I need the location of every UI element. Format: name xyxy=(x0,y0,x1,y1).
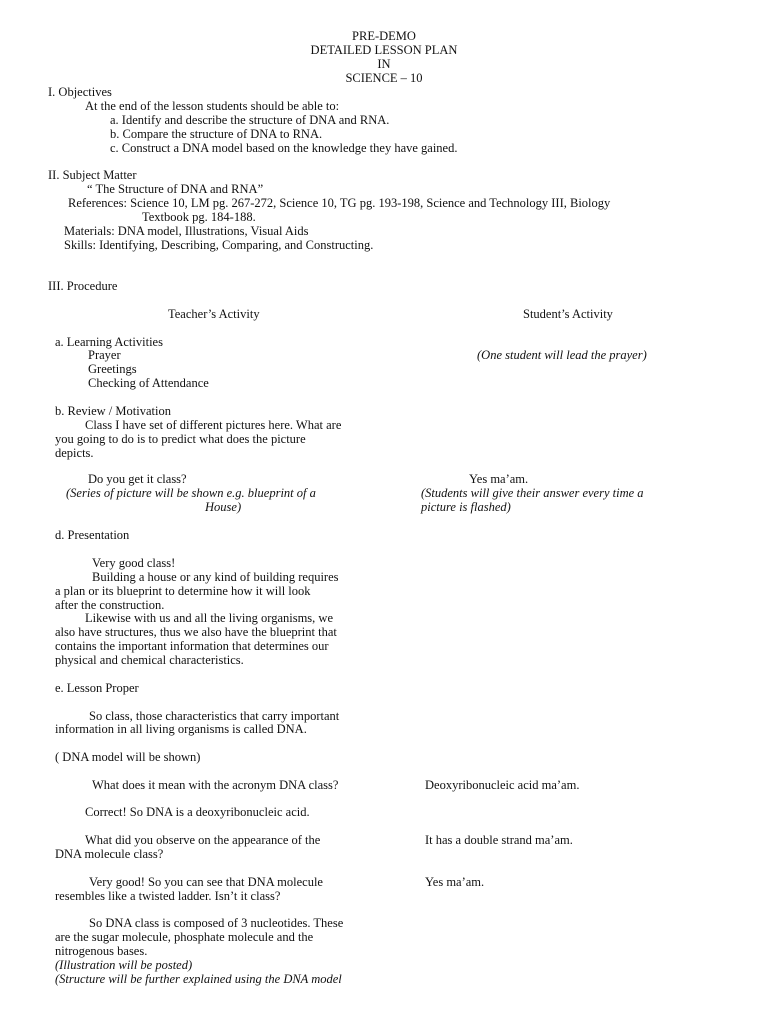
review-line3: depicts. xyxy=(55,446,94,460)
lesson-dna-model-note: ( DNA model will be shown) xyxy=(55,750,201,764)
presentation-line7: contains the important information that determines our xyxy=(55,639,329,653)
student-note-line2: picture is flashed) xyxy=(421,500,511,514)
lesson-question-ladder-2: resembles like a twisted ladder. Isn’t it class? xyxy=(55,889,281,903)
lesson-nucleotides-line3: nitrogenous bases. xyxy=(55,944,148,958)
doc-title-line3: IN xyxy=(377,57,391,71)
lesson-illustration-note: (Illustration will be posted) xyxy=(55,958,193,972)
doc-title-line4: SCIENCE – 10 xyxy=(345,71,423,85)
references-line2: Textbook pg. 184-188. xyxy=(142,210,256,224)
student-answer-double-strand: It has a double strand ma’am. xyxy=(425,833,573,847)
learning-greetings: Greetings xyxy=(88,362,137,376)
student-answer-yes: Yes ma’am. xyxy=(469,472,529,486)
student-column-header: Student’s Activity xyxy=(523,307,613,321)
student-note-line1: (Students will give their answer every time a xyxy=(421,486,644,500)
student-answer-yes-2: Yes ma’am. xyxy=(425,875,485,889)
lesson-nucleotides-line1: So DNA class is composed of 3 nucleotides. These xyxy=(89,916,344,930)
objectives-intro: At the end of the lesson students should be able to: xyxy=(85,99,340,113)
presentation-heading: d. Presentation xyxy=(55,528,130,542)
lesson-structure-note: (Structure will be further explained using the DNA model xyxy=(55,972,342,986)
objective-item-a: a. Identify and describe the structure of DNA and RNA. xyxy=(110,113,390,127)
review-heading: b. Review / Motivation xyxy=(55,404,171,418)
lesson-question-acronym: What does it mean with the acronym DNA class? xyxy=(92,778,339,792)
presentation-line6: also have structures, thus we also have the blueprint that xyxy=(55,625,337,639)
doc-title-line2: DETAILED LESSON PLAN xyxy=(310,43,458,57)
skills-line: Skills: Identifying, Describing, Comparing, and Constructing. xyxy=(64,238,374,252)
review-line1: Class I have set of different pictures here. What are xyxy=(85,418,342,432)
review-note-line1: (Series of picture will be shown e.g. blueprint of a xyxy=(66,486,316,500)
subject-topic: “ The Structure of DNA and RNA” xyxy=(87,182,264,196)
lesson-question-ladder-1: Very good! So you can see that DNA molecule xyxy=(89,875,323,889)
objective-item-b: b. Compare the structure of DNA to RNA. xyxy=(110,127,323,141)
presentation-line4: after the construction. xyxy=(55,598,165,612)
presentation-line1: Very good class! xyxy=(92,556,176,570)
lesson-question-appearance-1: What did you observe on the appearance of the xyxy=(85,833,321,847)
lesson-line2: information in all living organisms is called DNA. xyxy=(55,722,307,736)
references-line1: References: Science 10, LM pg. 267-272, Science 10, TG pg. 193-198, Science and Technology III, Biology xyxy=(68,196,611,210)
subject-matter-heading: II. Subject Matter xyxy=(48,168,137,182)
learning-activities-heading: a. Learning Activities xyxy=(55,335,163,349)
lesson-line1: So class, those characteristics that carry important xyxy=(89,709,340,723)
presentation-line5: Likewise with us and all the living organisms, we xyxy=(85,611,333,625)
student-prayer-note: (One student will lead the prayer) xyxy=(477,348,647,362)
presentation-line3: a plan or its blueprint to determine how it will look xyxy=(55,584,311,598)
review-line2: you going to do is to predict what does the picture xyxy=(55,432,306,446)
lesson-nucleotides-line2: are the sugar molecule, phosphate molecule and the xyxy=(55,930,314,944)
objectives-heading: I. Objectives xyxy=(48,85,112,99)
procedure-heading: III. Procedure xyxy=(48,279,118,293)
doc-title-line1: PRE-DEMO xyxy=(352,29,416,43)
presentation-line8: physical and chemical characteristics. xyxy=(55,653,244,667)
objective-item-c: c. Construct a DNA model based on the knowledge they have gained. xyxy=(110,141,458,155)
materials-line: Materials: DNA model, Illustrations, Visual Aids xyxy=(64,224,309,238)
review-question: Do you get it class? xyxy=(88,472,187,486)
student-answer-acronym: Deoxyribonucleic acid ma’am. xyxy=(425,778,580,792)
review-note-line2: House) xyxy=(205,500,242,514)
learning-prayer: Prayer xyxy=(88,348,121,362)
learning-attendance: Checking of Attendance xyxy=(88,376,209,390)
teacher-column-header: Teacher’s Activity xyxy=(168,307,260,321)
lesson-line-correct: Correct! So DNA is a deoxyribonucleic acid. xyxy=(85,805,310,819)
lesson-question-appearance-2: DNA molecule class? xyxy=(55,847,164,861)
lesson-proper-heading: e. Lesson Proper xyxy=(55,681,139,695)
presentation-line2: Building a house or any kind of building requires xyxy=(92,570,339,584)
